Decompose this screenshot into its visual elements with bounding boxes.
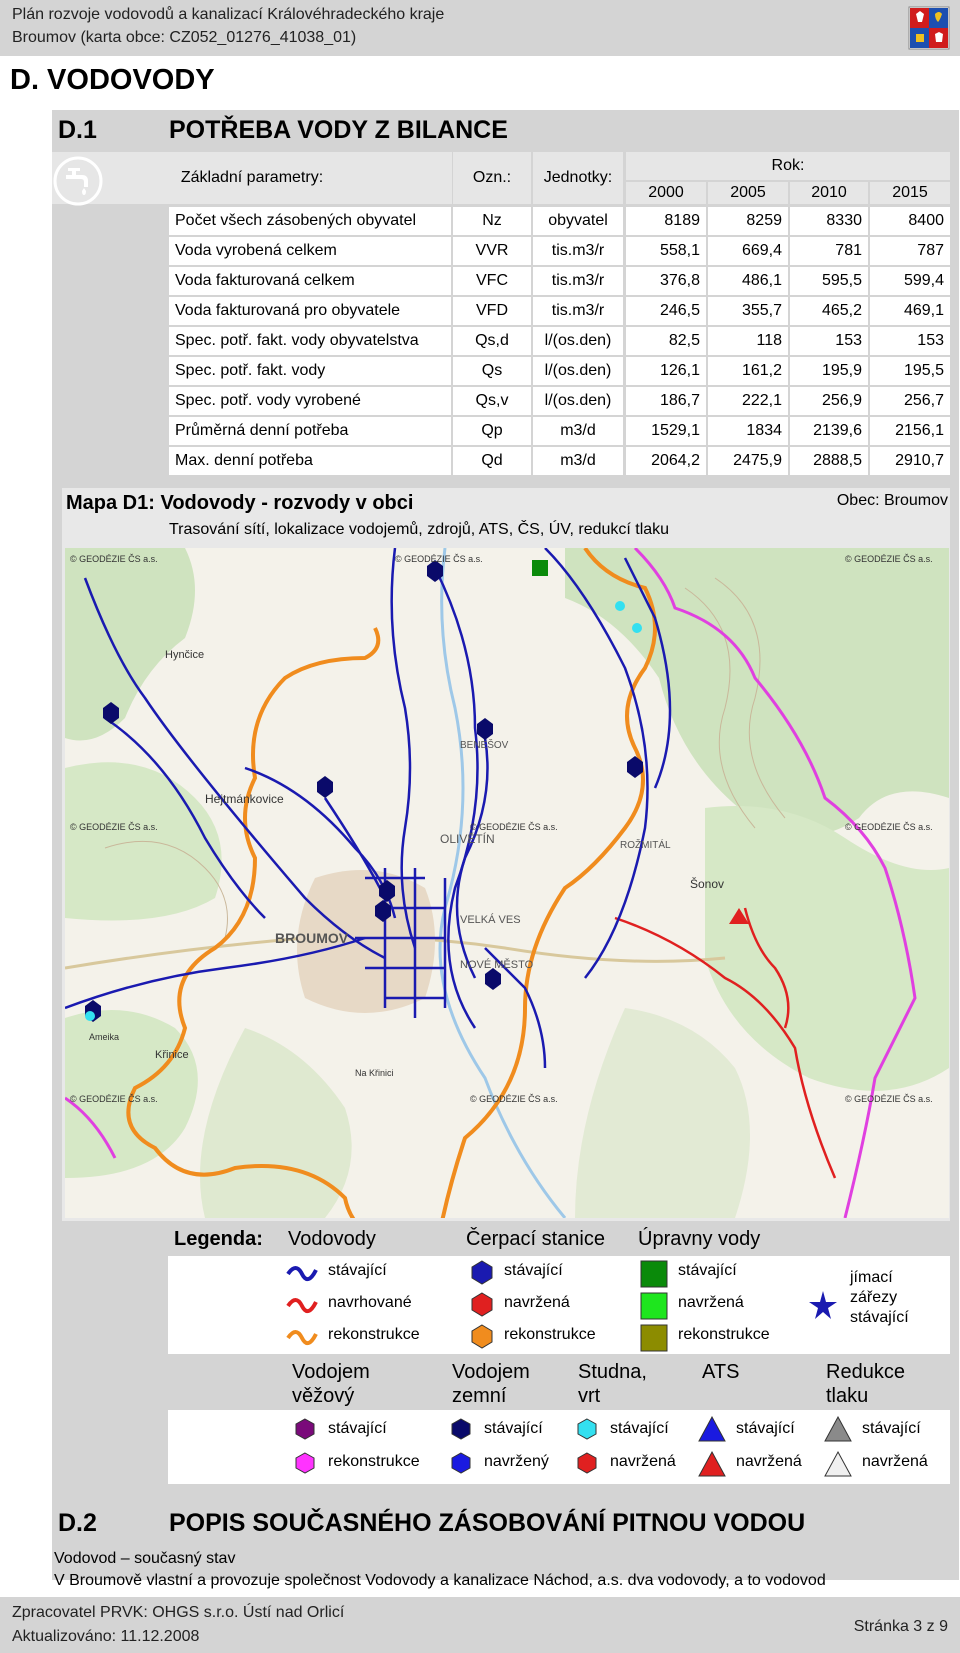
- table-cell: 486,1: [708, 267, 788, 295]
- table-cell: 599,4: [870, 267, 950, 295]
- table-cell: 195,9: [790, 357, 868, 385]
- table-cell: 153: [790, 327, 868, 355]
- legend-cs-proposed: navržená: [504, 1294, 570, 1311]
- table-cell: l/(os.den): [533, 327, 623, 355]
- table-cell: 222,1: [708, 387, 788, 415]
- table-cell: 186,7: [626, 387, 706, 415]
- table-cell: 2064,2: [626, 447, 706, 475]
- table-header-year-2010: 2010: [790, 182, 868, 204]
- table-row-label: Spec. potř. fakt. vody: [169, 357, 451, 385]
- map-watermark: © GEODÉZIE ČS a.s.: [470, 1094, 558, 1104]
- table-row-label: Spec. potř. fakt. vody obyvatelstva: [169, 327, 451, 355]
- table-row-label: Průměrná denní potřeba: [169, 417, 451, 445]
- map-label-broumov: BROUMOV: [275, 930, 349, 946]
- table-cell: Qs,v: [453, 387, 531, 415]
- table-cell: 558,1: [626, 237, 706, 265]
- legend-vod-proposed: navrhované: [328, 1294, 412, 1311]
- table-cell: tis.m3/r: [533, 237, 623, 265]
- header-subtitle: Broumov (karta obce: CZ052_01276_41038_01): [12, 29, 357, 46]
- table-cell: 2139,6: [790, 417, 868, 445]
- map-label-nove-mesto: NOVÉ MĚSTO: [460, 959, 534, 971]
- table-cell: 8189: [626, 207, 706, 235]
- map-obec: Obec: Broumov: [836, 492, 948, 509]
- table-header-year-2015: 2015: [870, 182, 950, 204]
- legend-h-zemni: Vodojem zemní: [452, 1361, 530, 1407]
- section2-number: D.2: [58, 1509, 97, 1537]
- legend-h-vezovy: Vodojem věžový: [292, 1361, 370, 1407]
- legend-cerpaci: Čerpací stanice: [466, 1228, 605, 1250]
- table-cell: 2910,7: [870, 447, 950, 475]
- tower-reservoir-legend-icons: [294, 1418, 316, 1478]
- map-watermark: © GEODÉZIE ČS a.s.: [70, 554, 158, 564]
- table-cell: 376,8: [626, 267, 706, 295]
- legend-jimaci: jímací zářezy stávající: [850, 1269, 909, 1326]
- table-cell: 465,2: [790, 297, 868, 325]
- spring-intake-star-icon: [808, 1290, 838, 1320]
- map-label-na-krinici: Na Křinici: [355, 1068, 394, 1078]
- table-cell: 787: [870, 237, 950, 265]
- map-subtitle: Trasování sítí, lokalizace vodojemů, zdrojů, ATS, ČS, ÚV, redukcí tlaku: [169, 521, 670, 538]
- table-row-label: Max. denní potřeba: [169, 447, 451, 475]
- table-cell: 8400: [870, 207, 950, 235]
- legend-zem-existing: stávající: [484, 1420, 543, 1437]
- table-cell: 1529,1: [626, 417, 706, 445]
- map-label-rozmital: ROŽMITÁL: [620, 840, 671, 851]
- water-tap-icon: [52, 155, 104, 207]
- table-cell: 595,5: [790, 267, 868, 295]
- legend-vodovody: Vodovody: [288, 1228, 376, 1250]
- document-title: D. VODOVODY: [10, 64, 215, 96]
- table-cell: l/(os.den): [533, 387, 623, 415]
- table-cell: 2475,9: [708, 447, 788, 475]
- legend-vod-reconstruction: rekonstrukce: [328, 1326, 420, 1343]
- table-cell: VFC: [453, 267, 531, 295]
- header-title: Plán rozvoje vodovodů a kanalizací Královéhradeckého kraje: [12, 6, 445, 23]
- section-number: D.1: [58, 116, 97, 144]
- map-watermark: © GEODÉZIE ČS a.s.: [845, 554, 933, 564]
- legend-red-proposed: navržená: [862, 1453, 928, 1470]
- table-header-year: Rok:: [626, 152, 950, 180]
- section2-paragraph-1: Vodovod – současný stav: [54, 1550, 236, 1567]
- table-cell: 153: [870, 327, 950, 355]
- table-cell: Qp: [453, 417, 531, 445]
- table-cell: 246,5: [626, 297, 706, 325]
- map-title: Mapa D1: Vodovody - rozvody v obci: [66, 492, 414, 514]
- coat-of-arms-icon: [908, 6, 950, 50]
- legend-h-ats: ATS: [702, 1361, 740, 1383]
- table-cell: VVR: [453, 237, 531, 265]
- pipe-legend-icons: [286, 1262, 322, 1346]
- map-watermark: © GEODÉZIE ČS a.s.: [470, 822, 558, 832]
- table-row-label: Voda fakturovaná pro obyvatele: [169, 297, 451, 325]
- water-network-map: [65, 548, 949, 1218]
- table-header-ozn: Ozn.:: [453, 152, 531, 204]
- legend-h-redukce: Redukce tlaku: [826, 1361, 905, 1407]
- table-row-label: Počet všech zásobených obyvatel: [169, 207, 451, 235]
- well-legend-icons: [576, 1418, 598, 1478]
- table-cell: 8330: [790, 207, 868, 235]
- table-cell: Qs: [453, 357, 531, 385]
- table-cell: Qd: [453, 447, 531, 475]
- table-cell: 669,4: [708, 237, 788, 265]
- table-cell: 8259: [708, 207, 788, 235]
- map-watermark: © GEODÉZIE ČS a.s.: [845, 822, 933, 832]
- table-cell: tis.m3/r: [533, 267, 623, 295]
- table-header-year-2005: 2005: [708, 182, 788, 204]
- footer-updated: Aktualizováno: 11.12.2008: [12, 1628, 200, 1645]
- map-label-benesov: BENEŠOV: [460, 740, 509, 751]
- legend-vez-reconstruction: rekonstrukce: [328, 1453, 420, 1470]
- table-cell: 2888,5: [790, 447, 868, 475]
- map-label-sonov: Šonov: [690, 877, 725, 891]
- footer-page-number: Stránka 3 z 9: [853, 1618, 948, 1635]
- table-row-label: Voda fakturovaná celkem: [169, 267, 451, 295]
- section2-title: POPIS SOUČASNÉHO ZÁSOBOVÁNÍ PITNOU VODOU: [169, 1509, 806, 1537]
- ground-reservoir-legend-icons: [450, 1418, 472, 1478]
- legend-zem-proposed: navržený: [484, 1453, 549, 1470]
- table-cell: 82,5: [626, 327, 706, 355]
- table-cell: 256,9: [790, 387, 868, 415]
- table-row-label: Voda vyrobená celkem: [169, 237, 451, 265]
- legend-red-existing: stávající: [862, 1420, 921, 1437]
- table-cell: 1834: [708, 417, 788, 445]
- legend-studna-existing: stávající: [610, 1420, 669, 1437]
- table-cell: 469,1: [870, 297, 950, 325]
- map-watermark: © GEODÉZIE ČS a.s.: [70, 822, 158, 832]
- page-header: [0, 0, 960, 56]
- table-cell: 195,5: [870, 357, 950, 385]
- table-cell: 781: [790, 237, 868, 265]
- map-label-hyncice: Hynčice: [165, 649, 205, 661]
- legend-ats-existing: stávající: [736, 1420, 795, 1437]
- table-cell: 126,1: [626, 357, 706, 385]
- page-footer: [0, 1597, 960, 1653]
- table-cell: 2156,1: [870, 417, 950, 445]
- table-header-year-2000: 2000: [626, 182, 706, 204]
- table-header-units: Jednotky:: [533, 152, 623, 204]
- map-label-ameika: Ameika: [89, 1032, 120, 1042]
- table-cell: l/(os.den): [533, 357, 623, 385]
- map-label-hejtmankovice: Hejtmánkovice: [205, 792, 284, 806]
- pressure-reduction-legend-icons: [824, 1416, 852, 1480]
- legend-vod-existing: stávající: [328, 1262, 387, 1279]
- map-label-krinice: Křinice: [155, 1049, 189, 1061]
- section2-paragraph-2: V Broumově vlastní a provozuje společnost Vodovody a kanalizace Náchod, a.s. dva vodovody, a to vodovod: [54, 1572, 826, 1589]
- table-cell: Nz: [453, 207, 531, 235]
- map-label-olivetin: OLIVĚTÍN: [440, 832, 495, 846]
- treatment-plant-legend-icons: [640, 1260, 668, 1352]
- legend-studna-proposed: navržená: [610, 1453, 676, 1470]
- legend-uv-proposed: navržená: [678, 1294, 744, 1311]
- table-cell: Qs,d: [453, 327, 531, 355]
- pump-station-legend-icons: [470, 1260, 494, 1350]
- legend-cs-reconstruction: rekonstrukce: [504, 1326, 596, 1343]
- map-label-velka-ves: VELKÁ VES: [460, 914, 521, 926]
- ats-legend-icons: [698, 1416, 726, 1480]
- table-cell: obyvatel: [533, 207, 623, 235]
- table-cell: 161,2: [708, 357, 788, 385]
- legend-uv-existing: stávající: [678, 1262, 737, 1279]
- map-watermark: © GEODÉZIE ČS a.s.: [845, 1094, 933, 1104]
- table-row-label: Spec. potř. vody vyrobené: [169, 387, 451, 415]
- section-title: POTŘEBA VODY Z BILANCE: [169, 116, 508, 144]
- table-header-params: Základní parametry:: [52, 152, 452, 204]
- legend-ats-proposed: navržená: [736, 1453, 802, 1470]
- table-cell: tis.m3/r: [533, 297, 623, 325]
- table-cell: 118: [708, 327, 788, 355]
- table-cell: 355,7: [708, 297, 788, 325]
- legend-upravny: Úpravny vody: [638, 1228, 761, 1250]
- table-cell: 256,7: [870, 387, 950, 415]
- table-cell: m3/d: [533, 447, 623, 475]
- footer-author: Zpracovatel PRVK: OHGS s.r.o. Ústí nad Orlicí: [12, 1604, 345, 1621]
- table-cell: m3/d: [533, 417, 623, 445]
- map-watermark: © GEODÉZIE ČS a.s.: [70, 1094, 158, 1104]
- legend-label: Legenda:: [174, 1228, 263, 1250]
- map-watermark: © GEODÉZIE ČS a.s.: [395, 554, 483, 564]
- legend-uv-reconstruction: rekonstrukce: [678, 1326, 770, 1343]
- legend-h-studna: Studna, vrt: [578, 1361, 647, 1407]
- legend-vez-existing: stávající: [328, 1420, 387, 1437]
- legend-cs-existing: stávající: [504, 1262, 563, 1279]
- table-cell: VFD: [453, 297, 531, 325]
